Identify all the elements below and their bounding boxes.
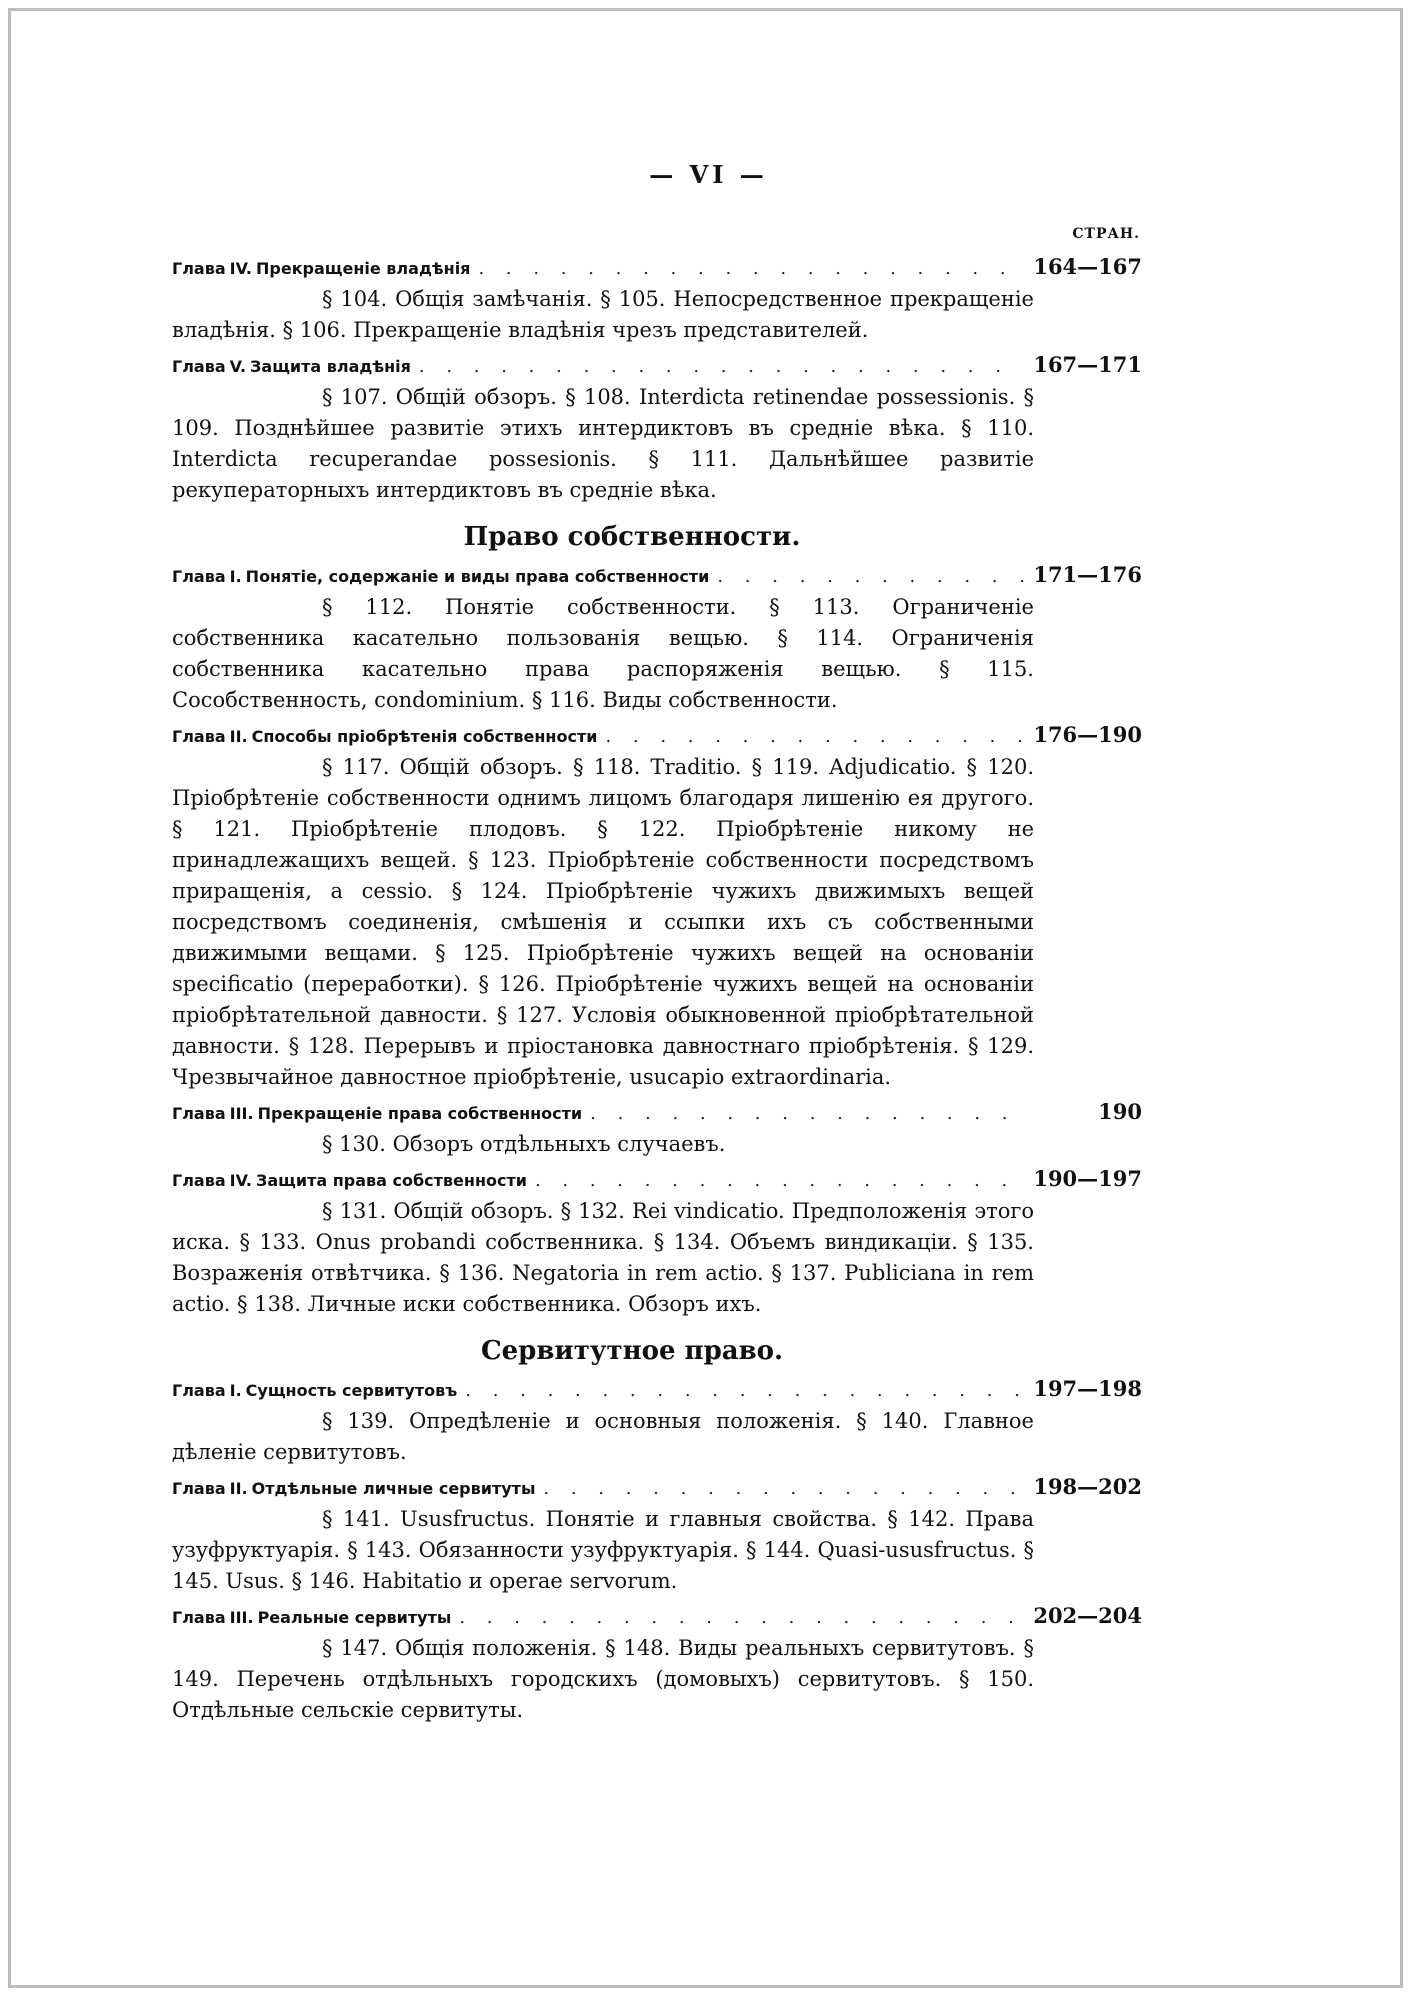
chapter-prefix: Глава — [172, 727, 226, 746]
dot-leader — [717, 566, 1024, 587]
chapter-title-text: Сущность сервитутовъ — [245, 1381, 458, 1400]
chapter-pages: 202—204 — [1033, 1603, 1142, 1628]
chapter-prefix: Глава — [172, 1608, 226, 1627]
chapter-line — [172, 352, 1142, 382]
chapter-line — [172, 562, 1142, 592]
chapter-description: § 130. Обзоръ отдѣльныхъ случаевъ. — [322, 1132, 726, 1156]
chapter-pages: 167—171 — [1033, 352, 1142, 377]
chapter-title — [172, 357, 411, 376]
chapter-prefix: Глава — [172, 1381, 226, 1400]
page-column-label: СТРАН. — [1072, 226, 1140, 242]
chapter-title-text: Отдѣльные личные сервитуты — [251, 1479, 536, 1498]
chapter-number: II. — [229, 1479, 248, 1498]
chapter-prefix: Глава — [172, 1104, 226, 1123]
chapter-number: III. — [229, 1104, 254, 1123]
chapter-description: § 112. Понятіе собственности. § 113. Ограниченіе собственника касательно пользованія вещью. § 114. Ограниченія собственника касательно права распоряженія вещью. § 115. Сособственность, condominium. § 116. Виды собственности. — [172, 595, 1034, 712]
chapter-title-text: Прекращеніе права собственности — [257, 1104, 583, 1123]
chapter-description: § 147. Общія положенія. § 148. Виды реальныхъ сервитутовъ. § 149. Перечень отдѣльныхъ городскихъ (домовыхъ) сервитутовъ. § 150. Отдѣльные сельскіе сервитуты. — [172, 1636, 1034, 1722]
chapter-pages: 198—202 — [1033, 1474, 1142, 1499]
chapter-title — [172, 1171, 527, 1190]
chapter-line — [172, 1099, 1142, 1129]
chapter-title-text: Понятіе, содержаніе и виды права собственности — [245, 567, 710, 586]
chapter-title-text: Реальные сервитуты — [257, 1608, 452, 1627]
chapter-title — [172, 727, 597, 746]
dot-leader — [543, 1478, 1024, 1499]
dot-leader — [419, 356, 1024, 377]
chapter-title — [172, 1381, 457, 1400]
chapter-pages: 164—167 — [1033, 254, 1142, 279]
chapter-description: § 104. Общія замѣчанія. § 105. Непосредственное прекращеніе владѣнія. § 106. Прекращеніе владѣнія чрезъ представителей. — [172, 287, 1034, 342]
chapter-title-text: Прекращеніе владѣнія — [256, 259, 471, 278]
chapter-title-text: Защита владѣнія — [250, 357, 411, 376]
chapter-title-text: Защита права собственности — [256, 1171, 527, 1190]
toc-chapter-entry — [172, 1166, 1142, 1320]
chapter-number: II. — [229, 727, 248, 746]
chapter-number: I. — [229, 567, 242, 586]
chapter-line — [172, 1166, 1142, 1196]
chapter-title — [172, 1608, 451, 1627]
chapter-number: I. — [229, 1381, 242, 1400]
toc-chapter-entry — [172, 1474, 1142, 1597]
chapter-description: § 139. Опредѣленіе и основныя положенія. § 140. Главное дѣленіе сервитутовъ. — [172, 1409, 1034, 1464]
chapter-number: V. — [229, 357, 247, 376]
chapter-prefix: Глава — [172, 357, 226, 376]
chapter-pages: 190 — [1098, 1099, 1142, 1124]
dot-leader — [478, 258, 1024, 279]
chapter-prefix: Глава — [172, 1171, 226, 1190]
table-of-contents — [172, 254, 1142, 1732]
chapter-prefix: Глава — [172, 1479, 226, 1498]
section-heading: Сервитутное право. — [480, 1336, 784, 1366]
chapter-pages: 176—190 — [1033, 722, 1142, 747]
toc-chapter-entry — [172, 1099, 1142, 1160]
chapter-number: III. — [229, 1608, 254, 1627]
dot-leader — [590, 1103, 1024, 1124]
chapter-pages: 171—176 — [1033, 562, 1142, 587]
chapter-description: § 141. Ususfructus. Понятіе и главныя свойства. § 142. Права узуфруктуарія. § 143. Обязанности узуфруктуарія. § 144. Quasi-ususfructus. § 145. Usus. § 146. Habitatio и operae servorum. — [172, 1507, 1034, 1593]
dot-leader — [605, 726, 1024, 747]
chapter-description: § 117. Общій обзоръ. § 118. Traditio. § 119. Adjudicatio. § 120. Пріобрѣтеніе собственности однимъ лицомъ благодаря лишенію ея другого. § 121. Пріобрѣтеніе плодовъ. § 122. Пріобрѣтеніе никому не принадлежащихъ вещей. § 123. Пріобрѣтеніе собственности посредствомъ приращенія, a cessio. § 124. Пріобрѣтеніе чужихъ движимыхъ вещей посредствомъ соединенія, смѣшенія и ссыпки ихъ съ собственными движимыми вещами. § 125. Пріобрѣтеніе чужихъ вещей на основаніи specificatio (переработки). § 126. Пріобрѣтеніе чужихъ вещей на основаніи пріобрѣтательной давности. § 127. Условія обыкновенной пріобрѣтательной давности. § 128. Перерывъ и пріостановка давностнаго пріобрѣтенія. § 129. Чрезвычайное давностное пріобрѣтеніе, usucapio extraordinaria. — [172, 755, 1034, 1089]
dot-leader — [459, 1607, 1024, 1628]
chapter-line — [172, 1474, 1142, 1504]
chapter-pages: 197—198 — [1033, 1376, 1142, 1401]
dot-leader — [535, 1170, 1024, 1191]
chapter-title — [172, 259, 470, 278]
dot-leader — [465, 1380, 1024, 1401]
chapter-title-text: Способы пріобрѣтенія собственности — [251, 727, 598, 746]
chapter-title — [172, 1104, 582, 1123]
toc-chapter-entry — [172, 1603, 1142, 1726]
chapter-prefix: Глава — [172, 259, 226, 278]
chapter-line — [172, 254, 1142, 284]
chapter-line — [172, 722, 1142, 752]
chapter-number: IV. — [229, 259, 252, 278]
toc-chapter-entry — [172, 1376, 1142, 1468]
section-heading: Право собственности. — [463, 522, 801, 552]
chapter-number: IV. — [229, 1171, 252, 1190]
chapter-pages: 190—197 — [1033, 1166, 1142, 1191]
toc-chapter-entry — [172, 254, 1142, 346]
chapter-line — [172, 1376, 1142, 1406]
chapter-line — [172, 1603, 1142, 1633]
chapter-prefix: Глава — [172, 567, 226, 586]
chapter-description: § 131. Общій обзоръ. § 132. Rei vindicatio. Предположенія этого иска. § 133. Onus probandi собственника. § 134. Объемъ виндикаціи. § 135. Возраженія отвѣтчика. § 136. Negatoria in rem actio. § 137. Publiciana in rem actio. § 138. Личные иски собственника. Обзоръ ихъ. — [172, 1199, 1034, 1316]
page-number-header: — VI — — [649, 160, 768, 189]
toc-chapter-entry — [172, 352, 1142, 506]
chapter-title — [172, 1479, 535, 1498]
toc-chapter-entry — [172, 722, 1142, 1093]
chapter-description: § 107. Общій обзоръ. § 108. Interdicta retinendae possessionis. § 109. Позднѣйшее развитіе этихъ интердиктовъ въ средніе вѣка. § 110. Interdicta recuperandae possesionis. § 111. Дальнѣйшее развитіе рекуператорныхъ интердиктовъ въ средніе вѣка. — [172, 385, 1034, 502]
chapter-title — [172, 567, 709, 586]
toc-chapter-entry — [172, 562, 1142, 716]
